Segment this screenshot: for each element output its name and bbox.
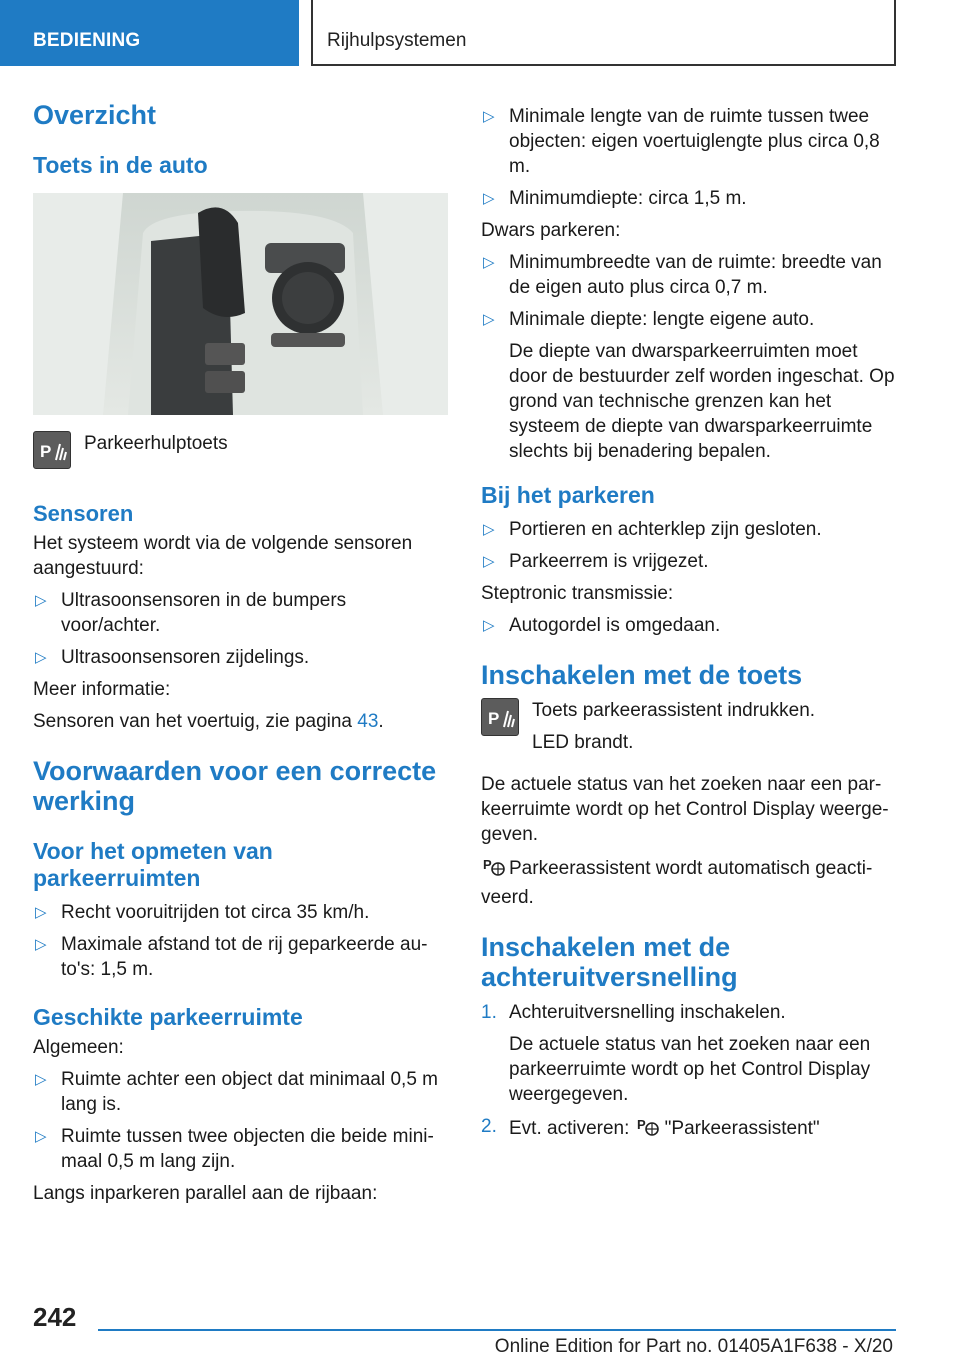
bullet-triangle-icon: ▷ bbox=[483, 553, 495, 570]
bullet-triangle-icon: ▷ bbox=[35, 904, 47, 921]
step-item: 1. Achteruitversnelling inschakelen. bbox=[481, 1002, 786, 1023]
bullet-triangle-icon: ▷ bbox=[35, 1128, 47, 1145]
bullet-triangle-icon: ▷ bbox=[483, 617, 495, 634]
edition-note: Online Edition for Part no. 01405A1F638 - X/20 bbox=[494, 1336, 893, 1357]
bullet-triangle-icon: ▷ bbox=[483, 190, 495, 207]
heading-inschakelen-toets: Inschakelen met de toets bbox=[481, 660, 803, 690]
heading-opmeten: Voor het opmeten van parkeerruimten bbox=[33, 838, 273, 891]
list-item: ▷ Ultrasoonsensoren in de bumpers voor/achter. bbox=[35, 590, 347, 636]
park-assist-symbol-icon bbox=[481, 854, 509, 885]
svg-text:P: P bbox=[483, 857, 492, 872]
park-assist-symbol-icon bbox=[635, 1114, 665, 1145]
bullet-triangle-icon: ▷ bbox=[35, 936, 47, 953]
status-text: De actuele status van het zoeken naar een par-keerruimte wordt op het Control Display weerge-geven. bbox=[481, 774, 889, 845]
svg-text:P: P bbox=[40, 442, 52, 461]
step-item: 2. Evt. activeren: P "Parkeerassistent" bbox=[481, 1114, 896, 1145]
parkeerhulptoets-row bbox=[33, 431, 448, 483]
heading-bij-parkeren: Bij het parkeren bbox=[481, 482, 655, 508]
auto-activation: P Parkeerassistent wordt automatisch geacti-veerd. bbox=[481, 854, 896, 910]
chapter-title: Rijhulpsystemen bbox=[327, 30, 467, 51]
bullet-triangle-icon: ▷ bbox=[483, 254, 495, 271]
list-item: ▷ Autogordel is omgedaan. bbox=[483, 615, 721, 636]
gear-selector-illustration bbox=[33, 193, 448, 415]
heading-inschakelen-achteruit: Inschakelen met de achteruitversnelling bbox=[481, 932, 738, 992]
list-item: ▷ Ruimte tussen twee objecten die beide mini-maal 0,5 m lang zijn. bbox=[35, 1126, 434, 1172]
heading-overzicht: Overzicht bbox=[33, 100, 157, 130]
bullet-triangle-icon: ▷ bbox=[483, 108, 495, 125]
achteruit-note: De actuele status van het zoeken naar een parkeerruimte wordt op het Control Display weergegeven. bbox=[509, 1034, 871, 1105]
list-item: ▷ Ruimte achter een object dat minimaal 0,5 m lang is. bbox=[35, 1069, 439, 1115]
bullet-triangle-icon: ▷ bbox=[35, 649, 47, 666]
bullet-triangle-icon: ▷ bbox=[35, 1071, 47, 1088]
bullet-triangle-icon: ▷ bbox=[483, 311, 495, 328]
park-assist-button-icon bbox=[481, 698, 519, 736]
list-item: ▷ Ultrasoonsensoren zijdelings. bbox=[35, 647, 310, 668]
svg-text:P: P bbox=[488, 709, 500, 728]
list-item: ▷ Recht vooruitrijden tot circa 35 km/h. bbox=[35, 902, 370, 923]
steptronic-label: Steptronic transmissie: bbox=[481, 583, 674, 604]
sensoren-reference: Sensoren van het voertuig, zie pagina 43. bbox=[33, 711, 384, 732]
toets-step-1: Toets parkeerassistent indrukken. bbox=[532, 700, 816, 721]
park-assist-button-icon bbox=[33, 431, 71, 469]
section-tab bbox=[0, 0, 299, 66]
list-item: ▷ Parkeerrem is vrijgezet. bbox=[483, 551, 709, 572]
heading-voorwaarden: Voorwaarden voor een correcte werking bbox=[33, 756, 437, 816]
langs-label: Langs inparkeren parallel aan de rijbaan: bbox=[33, 1183, 378, 1204]
list-item: ▷ Minimale diepte: lengte eigene auto. bbox=[483, 309, 815, 330]
list-item: ▷ Minimumdiepte: circa 1,5 m. bbox=[483, 188, 747, 209]
sensoren-intro: Het systeem wordt via de volgende sensoren aangestuurd: bbox=[33, 533, 413, 579]
list-item: ▷ Minimumbreedte van de ruimte: breedte van de eigen auto plus circa 0,7 m. bbox=[483, 252, 882, 298]
list-item: ▷ Minimale lengte van de ruimte tussen twee objecten: eigen voertuiglengte plus circa 0,8 m. bbox=[483, 106, 880, 177]
list-item: ▷ Portieren en achterklep zijn gesloten. bbox=[483, 519, 822, 540]
gear-selector-photo bbox=[33, 193, 448, 415]
left-column bbox=[33, 100, 448, 1213]
bullet-triangle-icon: ▷ bbox=[483, 521, 495, 538]
bullet-triangle-icon: ▷ bbox=[35, 592, 47, 609]
page-number: 242 bbox=[33, 1302, 77, 1332]
toets-step-2: LED brandt. bbox=[532, 732, 634, 753]
heading-sensoren: Sensoren bbox=[33, 501, 134, 526]
dwars-note: De diepte van dwarsparkeerruimten moet door de bestuurder zelf worden ingeschat. Op grond van technische grenzen kan het systeem de diepte van dwarsparkeerruimte slechts bij benadering bepalen. bbox=[509, 341, 895, 462]
page-link[interactable]: 43 bbox=[357, 711, 379, 732]
chapter-box bbox=[311, 0, 896, 66]
page-header bbox=[0, 0, 960, 66]
list-item: ▷ Maximale afstand tot de rij geparkeerde au-to's: 1,5 m. bbox=[35, 934, 428, 980]
heading-toets-auto: Toets in de auto bbox=[33, 152, 208, 178]
meer-info: Meer informatie: bbox=[33, 679, 171, 700]
toets-instruction bbox=[481, 698, 896, 758]
section-title: BEDIENING bbox=[33, 30, 141, 51]
icon-caption: Parkeerhulptoets bbox=[84, 433, 228, 454]
right-column bbox=[481, 104, 896, 1152]
dwars-label: Dwars parkeren: bbox=[481, 220, 621, 241]
svg-text:P: P bbox=[636, 1117, 646, 1132]
footer-divider bbox=[98, 1329, 896, 1331]
heading-geschikt: Geschikte parkeerruimte bbox=[33, 1004, 303, 1030]
algemeen-label: Algemeen: bbox=[33, 1037, 124, 1058]
